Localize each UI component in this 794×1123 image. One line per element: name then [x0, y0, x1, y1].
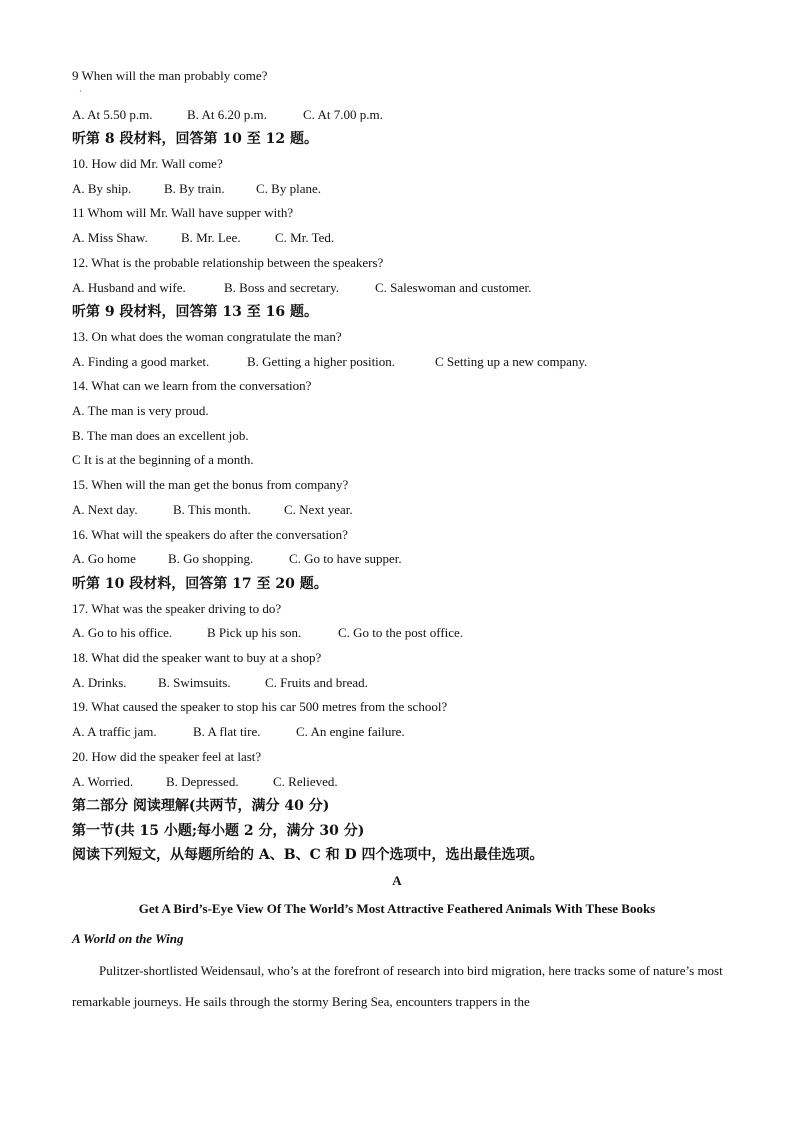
option-19b: B. A flat tire.	[193, 724, 261, 739]
options-12	[72, 280, 531, 296]
option-10c: C. By plane.	[256, 181, 321, 196]
option-14c: C It is at the beginning of a month.	[72, 452, 254, 467]
option-18c: C. Fruits and bread.	[265, 675, 368, 690]
question-14: 14. What can we learn from the conversation?	[72, 378, 312, 393]
option-11c: C. Mr. Ted.	[275, 230, 335, 245]
options-9	[72, 107, 383, 123]
option-13a: A. Finding a good market.	[72, 354, 210, 369]
book-title: A World on the Wing	[72, 931, 184, 946]
option-20c: C. Relieved.	[273, 774, 338, 789]
option-17b: B Pick up his son.	[207, 625, 302, 640]
option-13c: C Setting up a new company.	[435, 354, 588, 369]
option-17a: A. Go to his office.	[72, 625, 173, 640]
option-20b: B. Depressed.	[166, 774, 239, 789]
option-11a: A. Miss Shaw.	[72, 230, 148, 245]
option-11b: B. Mr. Lee.	[181, 230, 241, 245]
option-9c: C. At 7.00 p.m.	[303, 107, 383, 122]
option-13b: B. Getting a higher position.	[247, 354, 396, 369]
option-15b: B. This month.	[173, 502, 251, 517]
option-12c: C. Saleswoman and customer.	[375, 280, 532, 295]
option-19c: C. An engine failure.	[296, 724, 405, 739]
options-18	[72, 675, 368, 691]
options-13	[72, 354, 587, 370]
options-20	[72, 774, 338, 790]
question-17: 17. What was the speaker driving to do?	[72, 601, 282, 616]
question-10: 10. How did Mr. Wall come?	[72, 156, 223, 171]
passage-letter: A	[392, 873, 402, 888]
section-8-heading: 听第 8 段材料，回答第 10 至 12 题。	[72, 131, 318, 147]
section-1-heading: 第一节(共 15 小题;每小题 2 分，满分 30 分)	[72, 823, 365, 839]
question-13: 13. On what does the woman congratulate the man?	[72, 329, 342, 344]
option-14b: B. The man does an excellent job.	[72, 428, 249, 443]
options-15	[72, 502, 353, 518]
option-18a: A. Drinks.	[72, 675, 127, 690]
option-10b: B. By train.	[164, 181, 225, 196]
question-19: 19. What caused the speaker to stop his car 500 metres from the school?	[72, 699, 448, 714]
paragraph: Pulitzer-shortlisted Weidensaul, who’s at the forefront of research into bird migration, here tracks some of nature’s most remarkable journeys. He sails through the stormy Bering Sea, encounters trappers in the	[72, 963, 723, 1009]
option-16c: C. Go to have supper.	[289, 551, 402, 566]
dot-mark: ·	[79, 87, 82, 96]
option-19a: A. A traffic jam.	[72, 724, 157, 739]
options-17	[72, 625, 463, 641]
question-15: 15. When will the man get the bonus from company?	[72, 477, 349, 492]
instruction: 阅读下列短文，从每题所给的 A、B、C 和 D 四个选项中，选出最佳选项。	[72, 847, 544, 863]
option-10a: A. By ship.	[72, 181, 132, 196]
option-17c: C. Go to the post office.	[338, 625, 464, 640]
question-16: 16. What will the speakers do after the conversation?	[72, 527, 348, 542]
options-10	[72, 181, 321, 197]
option-15a: A. Next day.	[72, 502, 138, 517]
question-20: 20. How did the speaker feel at last?	[72, 749, 262, 764]
option-9b: B. At 6.20 p.m.	[187, 107, 267, 122]
option-15c: C. Next year.	[284, 502, 353, 517]
option-12a: A. Husband and wife.	[72, 280, 186, 295]
option-14a: A. The man is very proud.	[72, 403, 209, 418]
options-11	[72, 230, 334, 246]
question-12: 12. What is the probable relationship between the speakers?	[72, 255, 384, 270]
passage-title: Get A Bird’s-Eye View Of The World’s Most Attractive Feathered Animals With These Books	[138, 901, 656, 916]
option-16a: A. Go home	[72, 551, 136, 566]
section-10-heading: 听第 10 段材料，回答第 17 至 20 题。	[72, 576, 328, 592]
options-16	[72, 551, 402, 567]
part-2-heading: 第二部分 阅读理解(共两节，满分 40 分)	[72, 798, 330, 814]
option-18b: B. Swimsuits.	[158, 675, 231, 690]
option-16b: B. Go shopping.	[168, 551, 254, 566]
section-9-heading: 听第 9 段材料，回答第 13 至 16 题。	[72, 304, 318, 320]
option-9a: A. At 5.50 p.m.	[72, 107, 153, 122]
question-11: 11 Whom will Mr. Wall have supper with?	[72, 205, 294, 220]
question-18: 18. What did the speaker want to buy at a shop?	[72, 650, 322, 665]
options-19	[72, 724, 405, 740]
option-12b: B. Boss and secretary.	[224, 280, 340, 295]
question-9: 9 When will the man probably come?	[72, 68, 268, 83]
option-20a: A. Worried.	[72, 774, 134, 789]
